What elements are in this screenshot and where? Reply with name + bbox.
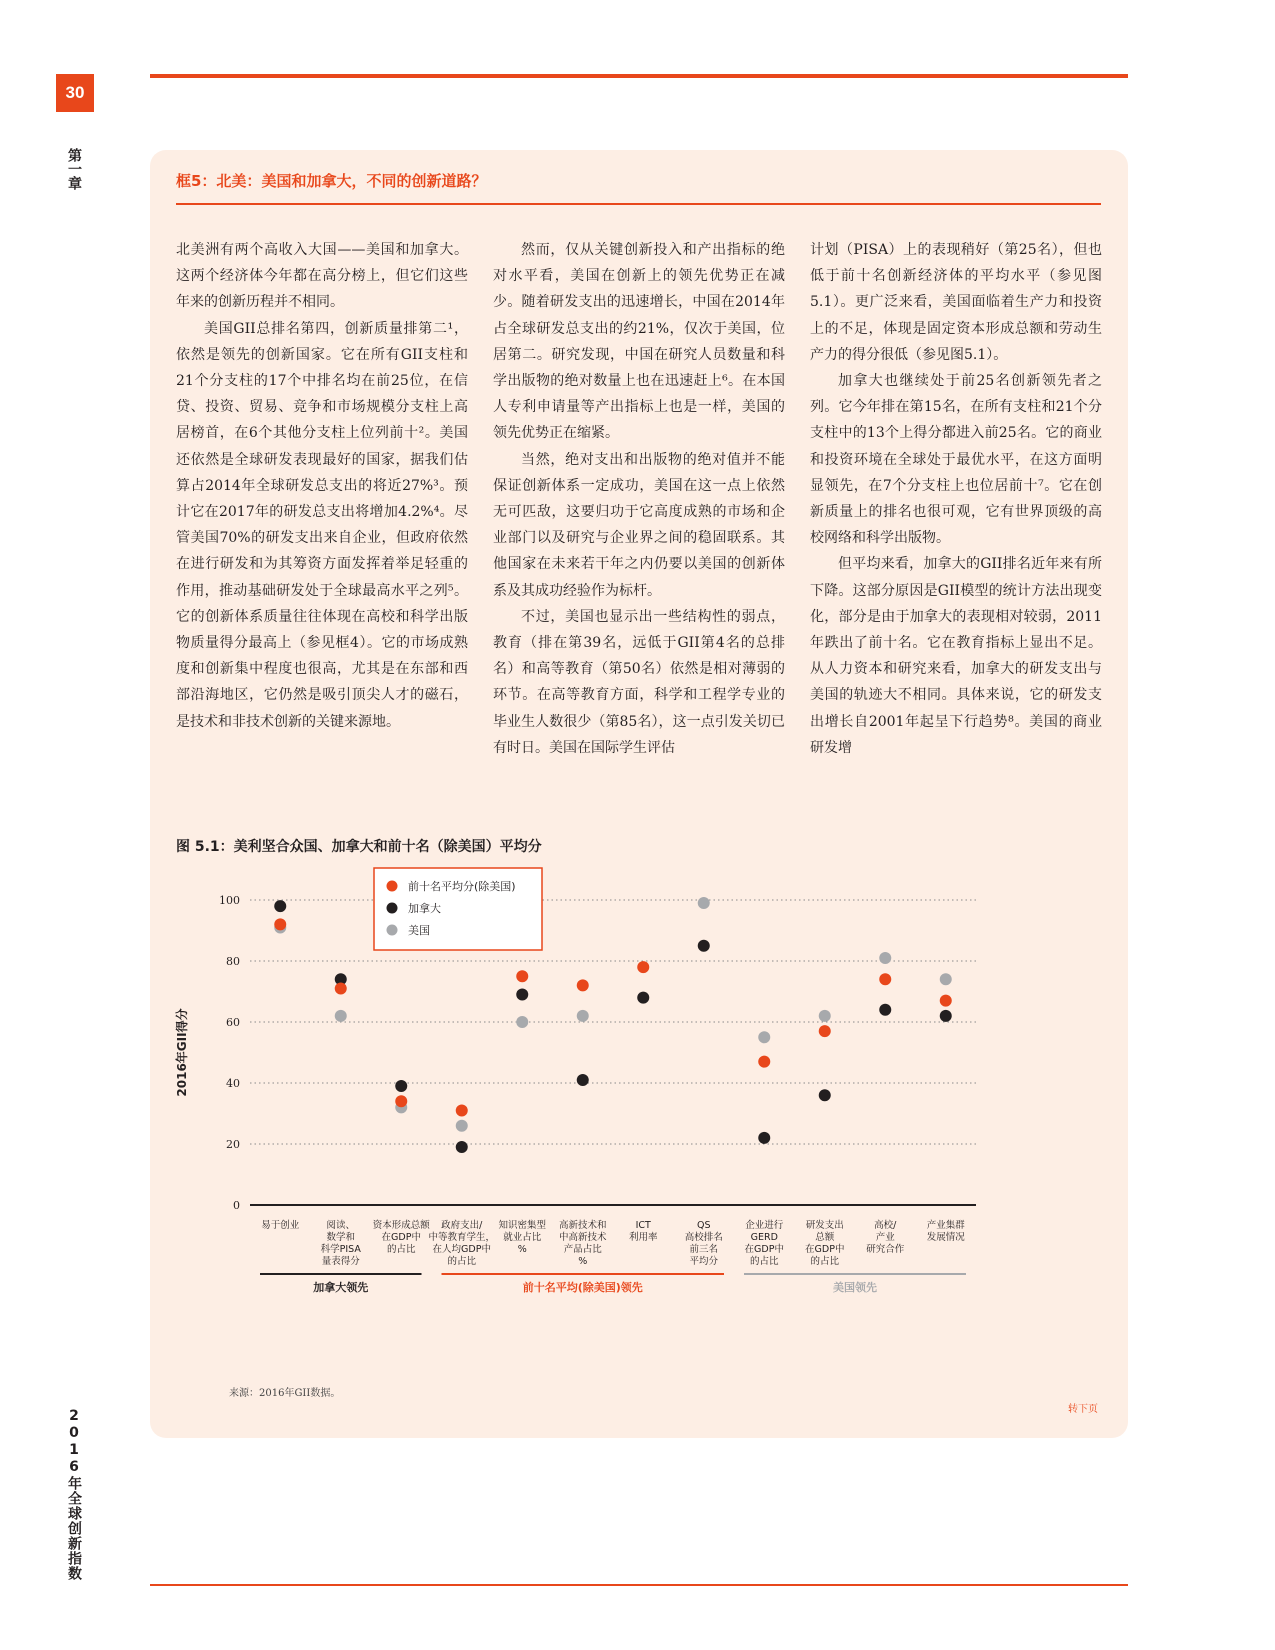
data-point [395,1080,407,1092]
legend-label: 美国 [408,924,430,937]
text-column-3 [810,237,1102,761]
paragraph: 加拿大也继续处于前25名创新领先者之列。它今年排在第15名，在所有支柱和21个分支柱中的13个上得分都进入前25名。它的商业和投资环境在全球处于最优水平，在这方面明显领先，在7个分支柱上也位居前十⁷。它在创新质量上的排名也很可观，它有世界顶级的高校网络和科学出版物。 [810,373,1102,547]
data-point [577,1010,589,1022]
scatter-chart [150,860,1030,1380]
box-title-rule [176,203,1101,205]
group-bars [260,1274,966,1294]
y-tick-label: 100 [219,894,240,907]
data-point [395,1095,407,1107]
data-point [516,970,528,982]
text-column-1 [176,237,468,735]
figure-title: 图 5.1：美利坚合众国、加拿大和前十名（除美国）平均分 [176,839,542,855]
paragraph: 但平均来看，加拿大的GII排名近年来有所下降。这部分原因是GII模型的统计方法出现变化，部分是由于加拿大的表现相对较弱，2011年跌出了前十名。它在教育指标上显出不足。从人力资本和研究来看，加拿大的研发支出与美国的轨迹大不相同。具体来说，它的研发支出增长自2001年起呈下行趋势⁸。美国的商业研发增 [810,556,1102,756]
data-point [637,992,649,1004]
data-point [516,1016,528,1028]
data-point [456,1141,468,1153]
group-label: 加拿大领先 [313,1281,369,1294]
y-tick-label: 80 [226,955,240,968]
data-point [516,989,528,1001]
x-tick-label: 易于创业 [261,1220,300,1231]
text-column-2 [493,237,785,761]
legend [374,868,542,950]
data-point [819,1089,831,1101]
paragraph: 不过，美国也显示出一些结构性的弱点，教育（排在第39名，远低于GII第4名的总排名）和高等教育（第50名）依然是相对薄弱的环节。在高等教育方面，科学和工程学专业的毕业生人数很少（第85名），这一点引发关切已有时日。美国在国际学生评估 [493,608,785,756]
paragraph: 北美洲有两个高收入大国——美国和加拿大。这两个经济体今年都在高分榜上，但它们这些年来的创新历程并不相同。 [176,242,468,311]
x-tick-label: 研发支出总额在GDP中的占比 [805,1220,845,1267]
data-point [940,1010,952,1022]
data-point [456,1120,468,1132]
paragraph: 当然，绝对支出和出版物的绝对值并不能保证创新体系一定成功，美国在这一点上依然无可匹敌，这要归功于它高度成熟的市场和企业部门以及研究与企业界之间的稳固联系。其他国家在未来若干年之内仍要以美国的创新体系及其成功经验作为标杆。 [493,451,785,599]
chapter-label: 第一章 [66,148,82,190]
legend-marker [387,925,398,936]
category-labels [261,1219,965,1267]
data-point [758,1132,770,1144]
legend-label: 加拿大 [408,902,441,915]
data-point [274,900,286,912]
y-tick-label: 0 [233,1199,240,1212]
data-point [335,1010,347,1022]
data-point [819,1025,831,1037]
x-tick-label: 知识密集型就业占比% [498,1220,547,1255]
group-label: 前十名平均(除美国)领先 [522,1281,643,1294]
grid-layer [174,894,976,1212]
figure-source: 来源：2016年GII数据。 [229,1388,341,1399]
legend-label: 前十名平均分(除美国) [408,880,516,893]
y-tick-label: 20 [226,1138,240,1151]
group-label: 美国领先 [833,1281,877,1294]
data-point [819,1010,831,1022]
data-point [879,1004,891,1016]
legend-marker [387,903,398,914]
data-point [940,995,952,1007]
x-tick-label: 高新技术和中高新技术产品占比% [558,1220,607,1267]
x-tick-label: 高校/产业研究合作 [866,1220,905,1255]
x-tick-label: 政府支出/中等教育学生，在人均GDP中的占比 [428,1220,496,1267]
y-axis-label: 2016年GII得分 [175,1008,189,1097]
data-point [879,952,891,964]
paragraph: 美国GII总排名第四，创新质量排第二¹，依然是领先的创新国家。它在所有GII支柱和21个分支柱的17个中排名均在前25位，在信贷、投资、贸易、竞争和市场规模分支柱上高居榜首，在6个其他分支柱上位列前十²。美国还依然是全球研发表现最好的国家，据我们估算占2014年全球研发总支出的将近27%³。预计它在2017年的研发总支出将增加4.2%⁴。尽管美国70%的研发支出来自企业，但政府依然在进行研发和为其筹资方面发挥着举足轻重的作用，推动基础研发处于全球最高水平之列⁵。它的创新体系质量往往体现在高校和科学出版物质量得分最高上（参见框4）。它的市场成熟度和创新集中程度也很高，尤其是在东部和西部沿海地区，它仍然是吸引顶尖人才的磁石，是技术和非技术创新的关键来源地。 [176,320,468,730]
page-number: 30 [56,74,94,112]
legend-marker [387,881,398,892]
paragraph: 然而，仅从关键创新投入和产出指标的绝对水平看，美国在创新上的领先优势正在减少。随着研发支出的迅速增长，中国在2014年占全球研发总支出的约21%，仅次于美国，位居第二。研究发现，中国在研究人员数量和科学出版物的绝对数量上也在迅速赶上⁶。在本国人专利申请量等产出指标上也是一样，美国的领先优势正在缩紧。 [493,242,785,442]
x-tick-label: 产业集群发展情况 [926,1220,965,1243]
y-tick-label: 60 [226,1016,240,1029]
x-tick-label: 阅读、数学和科学PISA 量表得分 [320,1220,361,1267]
paragraph: 计划（PISA）上的表现稍好（第25名），但也低于前十名创新经济体的平均水平（参见图5.1）。更广泛来看，美国面临着生产力和投资上的不足，体现是固定资本形成总额和劳动生产力的得分很低（参见图5.1）。 [810,242,1102,363]
x-tick-label: 资本形成总额在GDP中的占比 [372,1220,430,1255]
side-report-title: 2016年全球创新指数 [66,1408,82,1581]
x-tick-label: 企业进行 GERD 在GDP中的占比 [744,1220,784,1267]
bottom-rule [150,1584,1128,1586]
data-point [456,1104,468,1116]
top-rule [150,74,1128,78]
data-point [879,973,891,985]
data-point [698,940,710,952]
data-point [335,982,347,994]
data-point [758,1031,770,1043]
data-point [577,979,589,991]
data-point [637,961,649,973]
continue-note: 转下页 [1068,1404,1098,1415]
x-tick-label: QS 高校排名前三名平均分 [684,1220,723,1267]
data-point [758,1056,770,1068]
box-title: 框5：北美：美国和加拿大，不同的创新道路？ [176,172,487,190]
y-tick-label: 40 [226,1077,240,1090]
data-point [577,1074,589,1086]
x-tick-label: ICT 利用率 [628,1220,658,1243]
data-point [940,973,952,985]
data-point [274,918,286,930]
data-point [698,897,710,909]
